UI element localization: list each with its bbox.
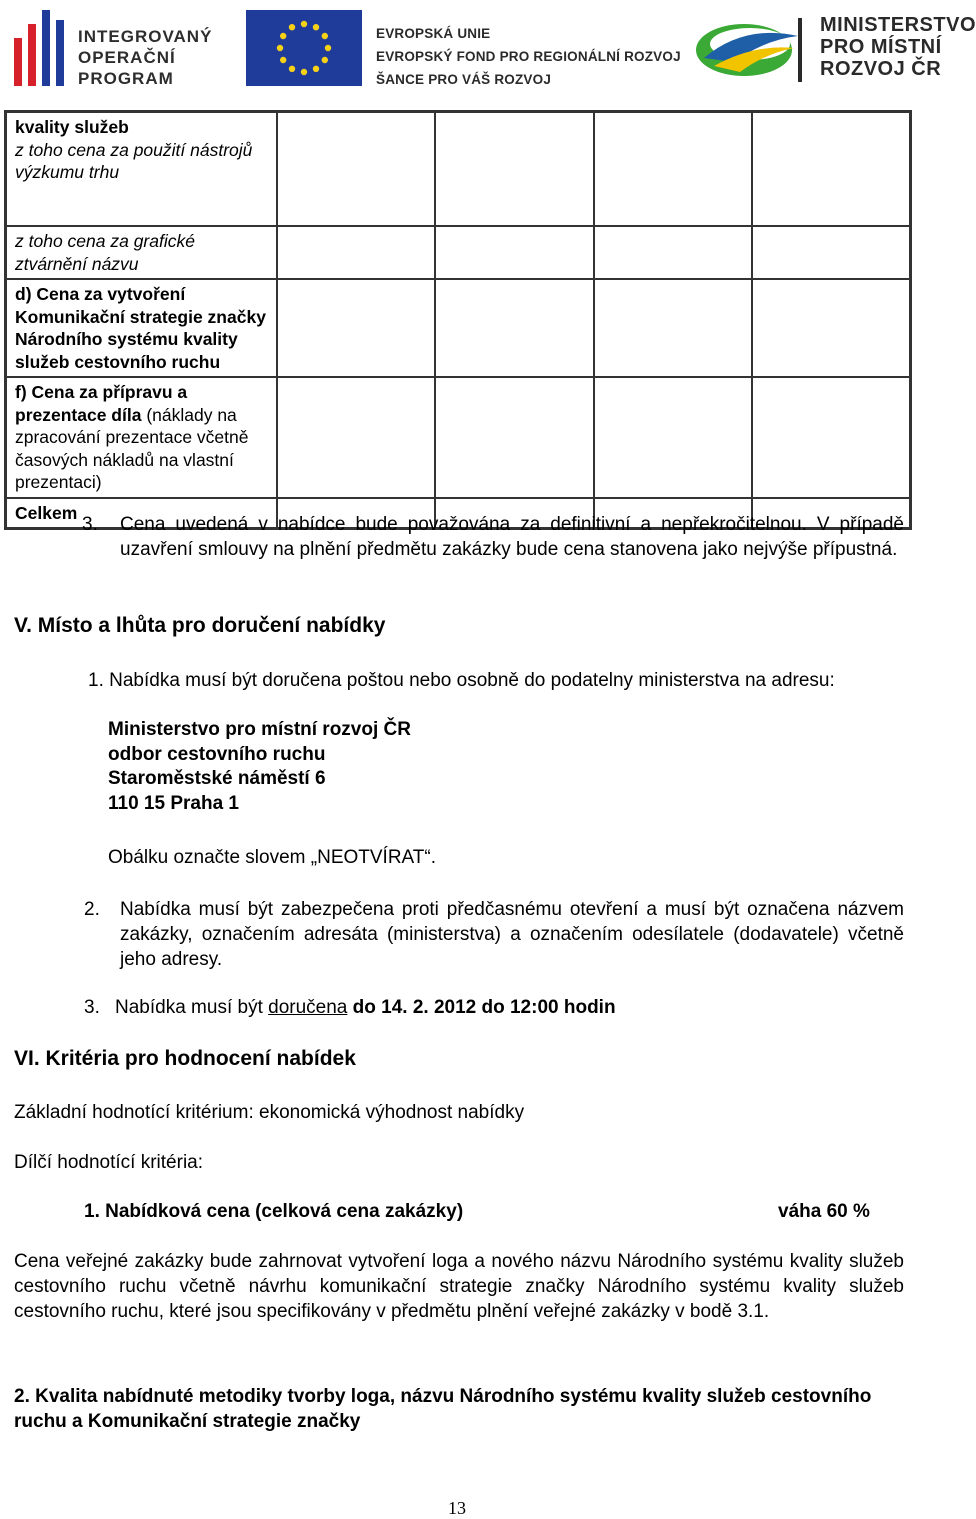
paragraph-price-final: Cena uvedená v nabídce bude považována za definitivní a nepřekročitelnou. V případě uzavření smlouvy na plnění předmětu zakázky bude cena stanovena jako nejvýše přípustná. (120, 514, 904, 560)
table-row (6, 112, 911, 227)
table-cell-empty (752, 226, 911, 279)
row-text: kvality služeb (15, 117, 129, 137)
table-cell-empty (752, 112, 911, 227)
table-cell-empty (594, 377, 752, 498)
table-cell-empty (594, 112, 752, 227)
address-line: odbor cestovního ruchu (108, 743, 326, 765)
row-text: z toho cena za použití nástrojů výzkumu trhu (15, 139, 253, 182)
address-block (108, 718, 411, 816)
mmr-line-1: MINISTERSTVO (820, 14, 976, 36)
address-line: 110 15 Praha 1 (108, 792, 239, 814)
row-text: (náklady na zpracování prezentace včetně časových nákladů na vlastní prezentaci) (15, 404, 249, 492)
table-cell-empty (277, 279, 435, 377)
address-line: Ministerstvo pro místní rozvoj ČR (108, 719, 411, 740)
iop-logo-text: INTEGROVANÝ OPERAČNÍ PROGRAM (78, 27, 213, 88)
table-cell-empty (752, 279, 911, 377)
deadline-date: do 14. 2. 2012 do 12:00 hodin (347, 997, 616, 1018)
eu-line-2: EVROPSKÝ FOND PRO REGIONÁLNÍ ROZVOJ (376, 49, 681, 64)
criterion-1-label: 1. Nabídková cena (celková cena zakázky) (84, 1201, 464, 1222)
table-row (6, 226, 911, 279)
deadline-underlined: doručena (268, 997, 348, 1018)
mmr-swoosh-icon (694, 14, 806, 86)
section-heading-vi: VI. Kritéria pro hodnocení nabídek (14, 1047, 356, 1070)
table-cell-label (6, 279, 278, 377)
eu-line-1: EVROPSKÁ UNIE (376, 26, 491, 41)
table-cell-empty (435, 377, 593, 498)
iop-logo (14, 10, 214, 90)
table-cell-label (6, 112, 278, 227)
section-heading-v: V. Místo a lhůta pro doručení nabídky (14, 614, 386, 637)
list-number: 2. (84, 899, 100, 920)
page-number: 13 (448, 1498, 466, 1518)
table-cell-empty (594, 279, 752, 377)
table-cell-label (6, 226, 278, 279)
address-line: Staroměstské náměstí 6 (108, 768, 326, 789)
mmr-line-2: PRO MÍSTNÍ (820, 36, 942, 58)
envelope-note: Obálku označte slovem „NEOTVÍRAT“. (108, 847, 437, 868)
table-cell-empty (752, 377, 911, 498)
eu-stars-icon (246, 10, 362, 86)
iop-bar-blue-2 (56, 20, 64, 86)
delivery-text: 1. Nabídka musí být doručena poštou nebo osobně do podatelny ministerstva na adresu: (88, 670, 835, 691)
row-text: d) Cena za vytvoření Komunikační strategie značky Národního systému kvality služeb cestovního ruchu (15, 284, 266, 372)
price-table (4, 110, 912, 530)
iop-bar-red-2 (28, 24, 36, 86)
table-cell-empty (435, 226, 593, 279)
eu-flag (246, 10, 362, 86)
table-cell-empty (435, 112, 593, 227)
mmr-line-3: ROZVOJ ČR (820, 58, 942, 80)
criterion-1-weight: váha 60 % (778, 1201, 870, 1222)
paragraph-deadline (115, 995, 905, 1020)
list-number: 3. (84, 997, 100, 1018)
row-text: Celkem (15, 502, 78, 523)
mmr-logo-graphic (694, 14, 806, 86)
table-row (6, 377, 911, 498)
basic-criterion: Základní hodnotící kritérium: ekonomická výhodnost nabídky (14, 1102, 525, 1123)
criterion-1-text: Cena veřejné zakázky bude zahrnovat vytvoření loga a nového názvu Národního systému kvality služeb cestovního ruchu včetně návrhu komunikační strategie značky Národního systému kvality služeb cestovního ruchu, které jsou specifikovány v předmětu plnění veřejné zakázky v bodě 3.1. (14, 1251, 904, 1322)
mmr-logo-text (820, 14, 976, 80)
table-cell-empty (277, 112, 435, 227)
eu-logo-text (376, 22, 681, 91)
paragraph-seal: Nabídka musí být zabezpečena proti předčasnému otevření a musí být označena názvem zakázky, označením adresáta (ministerstva) a označením odesílatele (dodavatele) včetně jeho adresy. (120, 899, 904, 970)
criterion-2-label: 2. Kvalita nabídnuté metodiky tvorby loga, názvu Národního systému kvality služeb cestovního ruchu a Komunikační strategie značky (14, 1386, 872, 1432)
table-cell-label (6, 377, 278, 498)
eu-line-3: ŠANCE PRO VÁŠ ROZVOJ (376, 72, 552, 87)
row-text: f) Cena za přípravu a prezentace díla (15, 382, 188, 425)
table-cell-empty (594, 226, 752, 279)
list-number: 3. (82, 514, 98, 535)
table-cell-empty (277, 226, 435, 279)
table-cell-empty (435, 279, 593, 377)
table-cell-empty (277, 377, 435, 498)
sub-criteria-label: Dílčí hodnotící kritéria: (14, 1152, 204, 1173)
iop-bar-red (14, 38, 22, 86)
deadline-prefix: Nabídka musí být (115, 997, 269, 1018)
iop-bar-blue (42, 10, 50, 86)
table-row (6, 279, 911, 377)
paragraph-delivery (88, 668, 904, 693)
row-text: z toho cena za grafické ztvárnění názvu (15, 231, 195, 274)
